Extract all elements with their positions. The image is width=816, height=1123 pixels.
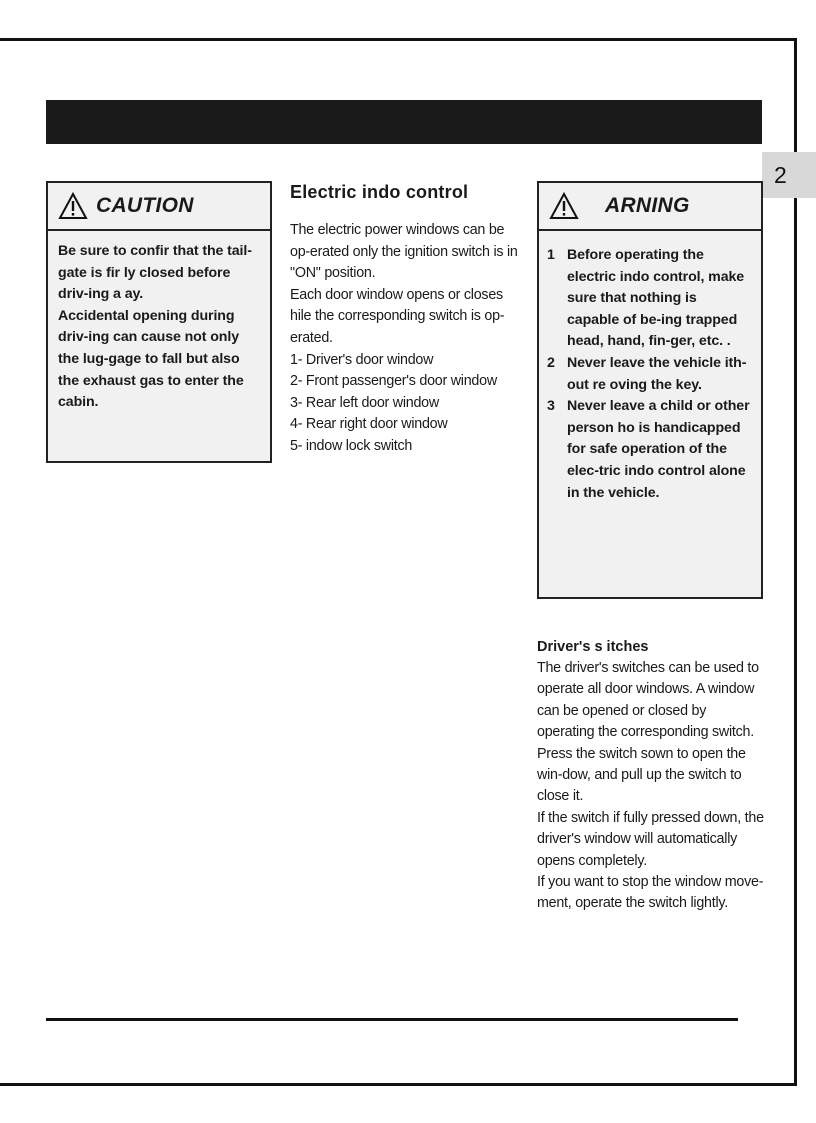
caution-title: CAUTION xyxy=(96,194,194,217)
section-paragraph: The electric power windows can be op-erated only the ignition switch is in "ON" position. xyxy=(290,222,518,282)
bottom-divider xyxy=(46,1018,738,1021)
warning-item-text: Never leave a child or other person ho is handicapped for safe operation of the elec-tric indo control alone in the vehicle. xyxy=(567,398,750,501)
page-number-tab: 2 xyxy=(762,152,816,198)
warning-item-text: Never leave the vehicle ith-out re oving the key. xyxy=(567,354,747,393)
drivers-switches-paragraph: If the switch if fully pressed down, the driver's window will automatically opens completely. xyxy=(537,809,764,869)
warning-box xyxy=(537,181,763,599)
drivers-switches-paragraph: If you want to stop the window move-ment, operate the switch lightly. xyxy=(537,874,764,912)
caution-box xyxy=(46,181,272,463)
drivers-switches-section xyxy=(537,639,765,915)
list-item: 4- Rear right door window xyxy=(290,416,448,433)
list-item: 1- Driver's door window xyxy=(290,351,434,368)
warning-item xyxy=(547,396,751,504)
list-item: 3- Rear left door window xyxy=(290,394,439,411)
warning-list xyxy=(539,231,761,504)
warning-item xyxy=(547,245,751,353)
electric-window-section xyxy=(290,182,524,458)
warning-triangle-icon xyxy=(58,192,88,220)
warning-item-text: Before operating the electric indo control, make sure that nothing is capable of be-ing trapped head, hand, fin-ger, etc. . xyxy=(567,247,745,350)
drivers-switches-paragraph: The driver's switches can be used to operate all door windows. A window can be opened or closed by operating the corresponding switch. xyxy=(537,660,759,741)
caution-paragraph: Be sure to confir that the tail-gate is fir ly closed before driv-ing a ay. xyxy=(58,243,252,303)
switch-list xyxy=(290,350,524,458)
caution-body xyxy=(48,231,270,414)
warning-triangle-icon xyxy=(549,192,579,220)
warning-title: ARNING xyxy=(605,194,690,217)
warning-item-number: 3 xyxy=(547,398,555,415)
list-item: 2- Front passenger's door window xyxy=(290,373,497,390)
warning-item xyxy=(547,353,751,396)
drivers-switches-paragraph: Press the switch sown to open the win-dow, and pull up the switch to close it. xyxy=(537,745,746,805)
warning-header xyxy=(539,183,761,231)
drivers-switches-title: Driver's s itches xyxy=(537,639,649,655)
caution-header xyxy=(48,183,270,231)
section-paragraph: Each door window opens or closes hile the corresponding switch is op-erated. xyxy=(290,286,505,346)
warning-item-number: 2 xyxy=(547,354,555,371)
section-title: Electric indo control xyxy=(290,182,469,202)
caution-paragraph: Accidental opening during driv-ing can cause not only the lug-gage to fall but also the exhaust gas to enter the cabin. xyxy=(58,307,244,411)
header-bar xyxy=(46,100,762,144)
warning-item-number: 1 xyxy=(547,247,555,263)
list-item: 5- indow lock switch xyxy=(290,437,413,454)
